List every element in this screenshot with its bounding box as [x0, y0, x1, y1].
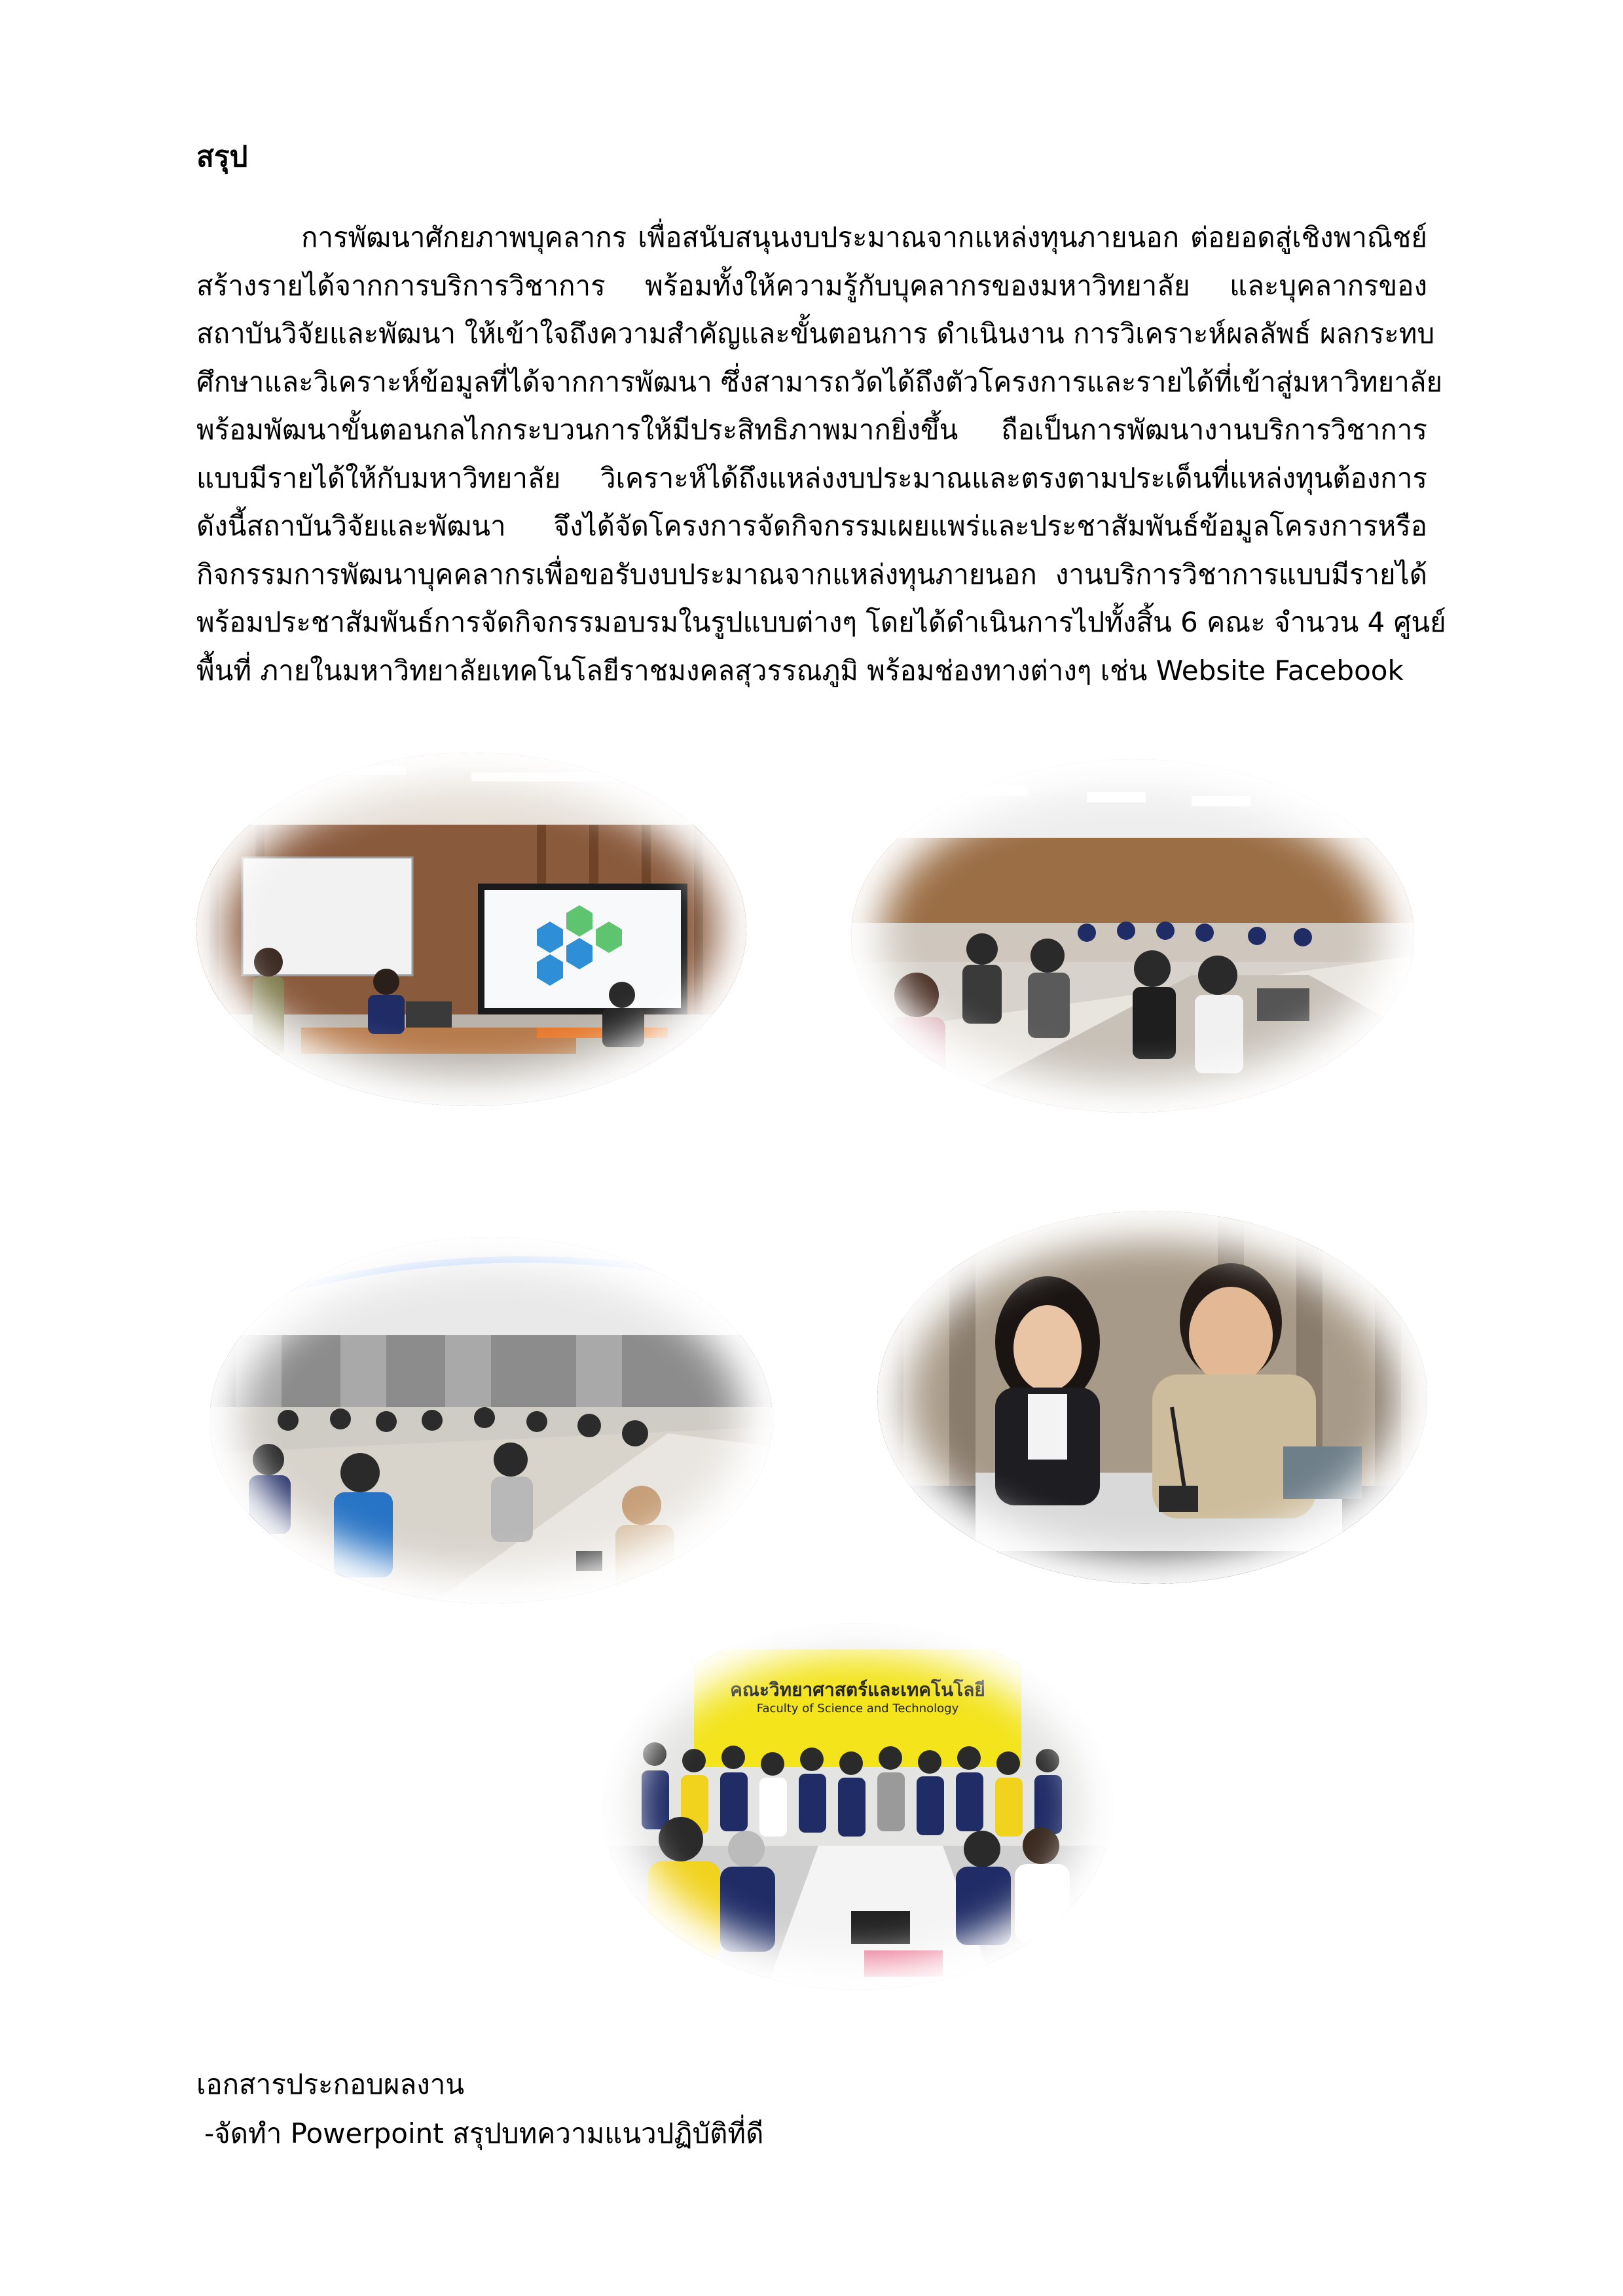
paragraph-line: พร้อมพัฒนาขั้นตอนกลไกกระบวนการให้มีประสิทธิภาพมากยิ่งขึ้น ถือเป็นการพัฒนางานบริการวิชาการ — [196, 414, 1427, 446]
presentation-scene — [196, 753, 746, 1106]
supporting-documents-title: เอกสารประกอบผลงาน — [196, 2068, 465, 2100]
photo-group-banner — [602, 1623, 1113, 1990]
paragraph-line: ศึกษาและวิเคราะห์ข้อมูลที่ได้จากการพัฒนา ซึ่งสามารถวัดได้ถึงตัวโครงการและรายได้ที่เข้าสู่มหาวิทยาลัย — [196, 365, 1443, 398]
paragraph-line: สร้างรายได้จากการบริการวิชาการ พร้อมทั้งให้ความรู้กับบุคลากรของมหาวิทยาลัย และบุคลากรของ — [196, 269, 1427, 302]
summary-heading: สรุป — [196, 140, 248, 173]
banner-subtitle: Faculty of Science and Technology — [756, 1702, 959, 1715]
classroom-scene — [210, 1237, 773, 1604]
meeting-scene — [851, 759, 1414, 1113]
paragraph-line: กิจกรรมการพัฒนาบุคคลากรเพื่อขอรับงบประมาณจากแหล่งทุนภายนอก งานบริการวิชาการแบบมีรายได้ — [196, 558, 1427, 590]
paragraph-line: สถาบันวิจัยและพัฒนา ให้เข้าใจถึงความสำคัญและขั้นตอนการ ดำเนินงาน การวิเคราะห์ผลลัพธ์ ผลกระทบ — [196, 317, 1435, 350]
banner-title: คณะวิทยาศาสตร์และเทคโนโลยี — [730, 1679, 985, 1700]
speakers-scene — [877, 1211, 1427, 1584]
paragraph-line: แบบมีรายได้ให้กับมหาวิทยาลัย วิเคราะห์ได้ถึงแหล่งงบประมาณและตรงตามประเด็นที่แหล่งทุนต้องการ — [196, 461, 1427, 494]
paragraph-line: การพัฒนาศักยภาพบุคลากร เพื่อสนับสนุนงบประมาณจากแหล่งทุนภายนอก ต่อยอดสู่เชิงพาณิชย์ — [301, 221, 1427, 253]
paragraph-line: พื้นที่ ภายในมหาวิทยาลัยเทคโนโลยีราชมงคลสุวรรณภูมิ พร้อมช่องทางต่างๆ เช่น Website Facebook — [196, 654, 1404, 687]
summary-paragraph — [196, 213, 1446, 694]
photo-meeting-room — [851, 759, 1414, 1113]
photo-two-speakers — [877, 1211, 1427, 1584]
paragraph-line: พร้อมประชาสัมพันธ์การจัดกิจกรรมอบรมในรูปแบบต่างๆ โดยได้ดำเนินการไปทั้งสิ้น 6 คณะ จำนวน 4 ศูนย์ — [196, 606, 1446, 638]
photo-presentation-room — [196, 753, 746, 1106]
paragraph-line: ดังนี้สถาบันวิจัยและพัฒนา จึงได้จัดโครงการจัดกิจกรรมเผยแพร่และประชาสัมพันธ์ข้อมูลโครงการหรือ — [196, 510, 1427, 542]
supporting-documents-item: -จัดทำ Powerpoint สรุปบทความแนวปฏิบัติที่ดี — [204, 2117, 764, 2149]
photo-classroom-audience — [210, 1237, 773, 1604]
